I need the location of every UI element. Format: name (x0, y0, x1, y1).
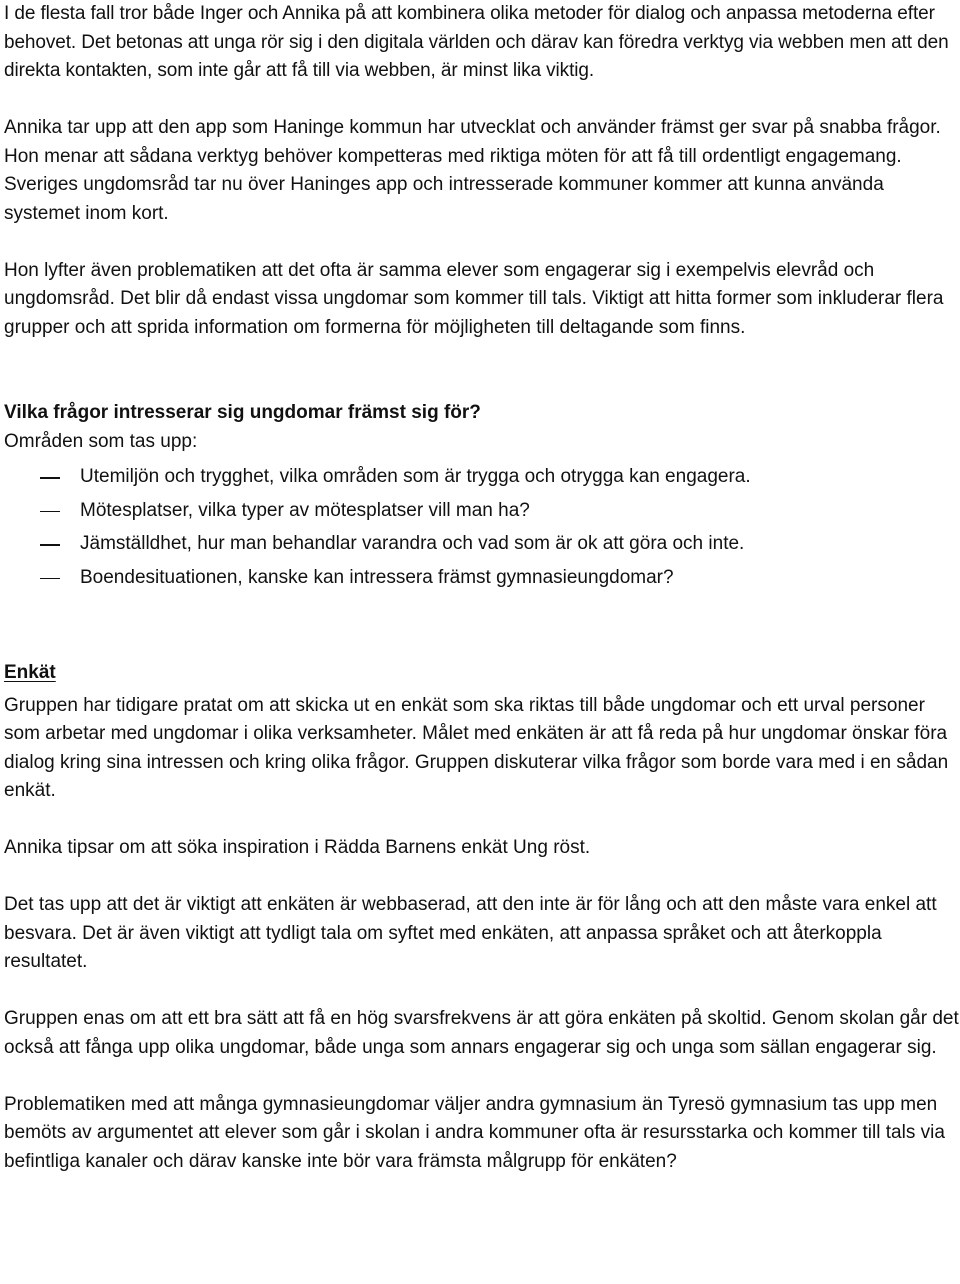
questions-intro: Områden som tas upp: (4, 430, 198, 452)
list-item (4, 530, 959, 559)
paragraph-methods: I de flesta fall tror både Inger och Annika på att kombinera olika metoder för dialog och anpassa metoderna efter behovet. Det betonas att unga rör sig i den digitala världen och därav kan föredra verktyg via webben men att den direkta kontakten, som inte går att få till via webben, är minst lika viktig. (4, 3, 949, 81)
list-item-text: Boendesituationen, kanske kan intressera främst gymnasieungdomar? (80, 566, 674, 588)
list-item (4, 497, 959, 526)
dash-bullet-icon (40, 477, 60, 479)
paragraph-haninge-app: Annika tar upp att den app som Haninge kommun har utvecklat och använder främst ger svar på snabba frågor. Hon menar att sådana verktyg behöver kompetteras med riktiga möten för att få till ordentligt engagemang. Sveriges ungdomsråd tar nu över Haninges app och intresserade kommuner kommer att kunna använda systemet inom kort. (4, 117, 941, 224)
list-item (4, 564, 959, 593)
paragraph-survey-school: Gruppen enas om att ett bra sätt att få en hög svarsfrekvens är att göra enkäten på skoltid. Genom skolan går det också att fånga upp olika ungdomar, både unga som annars engagerar sig och unga som sällan engagerar sig. (4, 1008, 959, 1058)
list-item-text: Jämställdhet, hur man behandlar varandra och vad som är ok att göra och inte. (80, 533, 745, 554)
paragraph-survey-target-group: Problematiken med att många gymnasieungdomar väljer andra gymnasium än Tyresö gymnasium tas upp men bemöts av argumentet att elever som går i skolan i andra kommuner ofta är resursstarka och kommer till tals via befintliga kanaler och därav kanske inte bör vara främsta målgrupp för enkäten? (4, 1093, 945, 1172)
topics-list (4, 463, 959, 592)
paragraph-engagement-problem: Hon lyfter även problematiken att det ofta är samma elever som engagerar sig i exempelvis elevråd och ungdomsråd. Det blir då endast vissa ungdomar som kommer till tals. Viktigt att hitta former som inkluderar flera grupper och att sprida information om formerna för möjligheten till deltagande som finns. (4, 259, 944, 338)
dash-bullet-icon (40, 511, 60, 513)
paragraph-survey-inspiration: Annika tipsar om att söka inspiration i Rädda Barnens enkät Ung röst. (4, 837, 591, 858)
section-heading-questions: Vilka frågor intresserar sig ungdomar främst sig för? (4, 402, 481, 423)
list-item-text: Utemiljön och trygghet, vilka områden som är trygga och otrygga kan engagera. (80, 466, 751, 487)
paragraph-survey-format: Det tas upp att det är viktigt att enkäten är webbaserad, att den inte är för lång och att den måste vara enkel att besvara. Det är även viktigt att tydligt tala om syftet med enkäten, att anpassa språket och att återkoppla resultatet. (4, 894, 937, 972)
list-item-text: Mötesplatser, vilka typer av mötesplatser vill man ha? (80, 499, 530, 521)
paragraph-survey-plan: Gruppen har tidigare pratat om att skicka ut en enkät som ska riktas till både ungdomar och ett urval personer som arbetar med ungdomar i olika verksamheter. Målet med enkäten är att få reda på hur ungdomar önskar föra dialog kring sina intressen och kring olika frågor. Gruppen diskuterar vilka frågor som borde vara med i en sådan enkät. (4, 694, 949, 801)
document-page (4, 0, 959, 1176)
list-item (4, 463, 959, 492)
section-heading-survey: Enkät (4, 662, 56, 683)
dash-bullet-icon (40, 544, 60, 546)
dash-bullet-icon (40, 578, 60, 580)
